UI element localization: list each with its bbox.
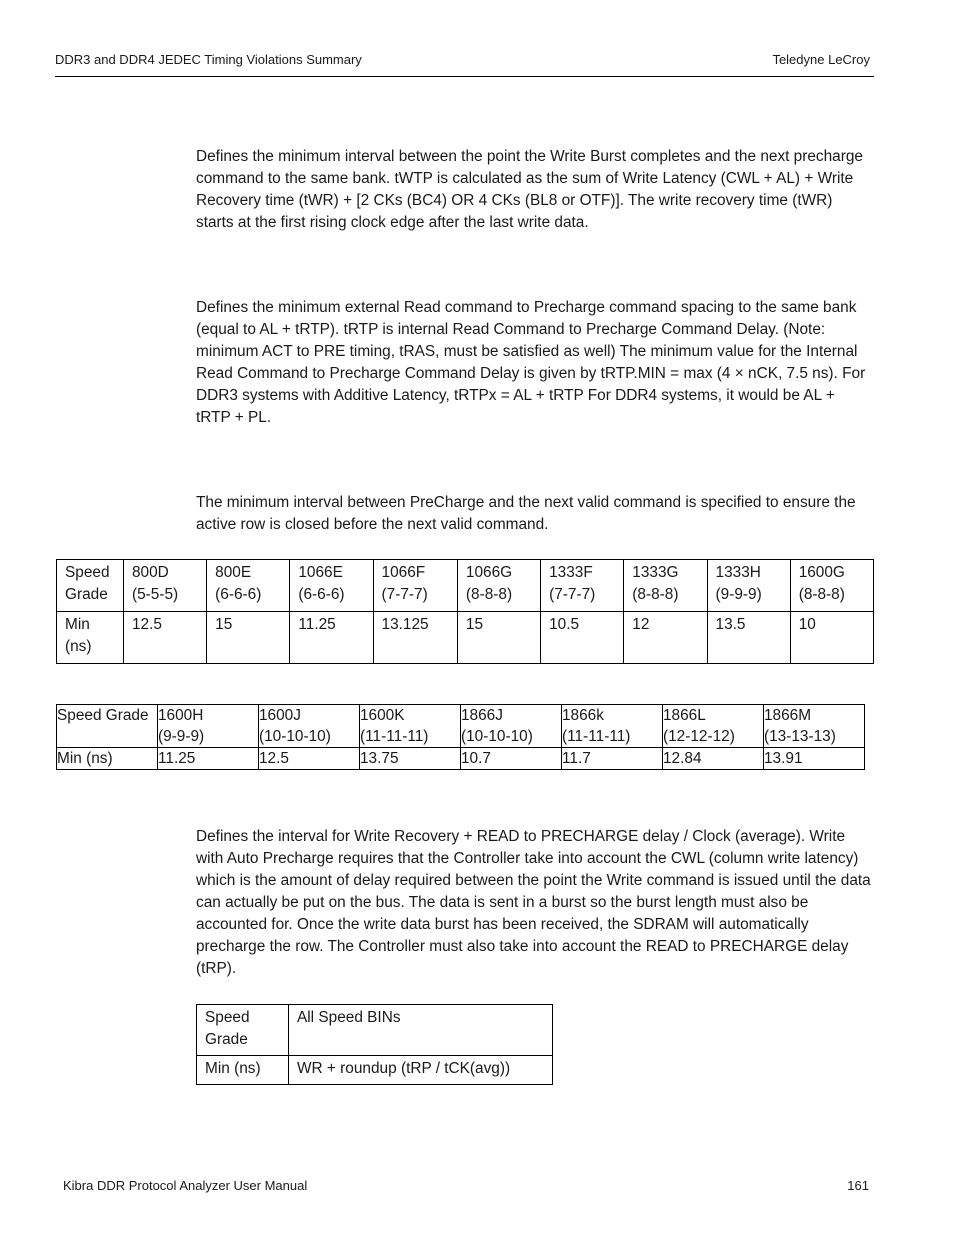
table-cell: WR + roundup (tRP / tCK(avg)) — [289, 1056, 553, 1085]
trp-table-ddr3-part1 — [56, 559, 874, 664]
speed-grade-name: 800E — [215, 564, 252, 581]
header-company: Teledyne LeCroy — [772, 52, 870, 67]
trtp-description: Defines the minimum external Read command to Precharge command spacing to the same bank (equal to AL + tRTP). tRTP is internal Read Command to Precharge Command Delay. (Note: minimum ACT to PRE timing, tRAS, must be satisfied as well) The minimum value for the Internal Read Command to Precharge Command Delay is given by tRTP.MIN = max (4 × nCK, 7.5 ns). For DDR3 systems with Additive Latency, tRTPx = AL + tRTP For DDR4 systems, it would be AL + tRTP + PL. — [196, 299, 866, 426]
table-row — [57, 705, 865, 748]
table-row-label: Speed Grade — [57, 705, 158, 748]
min-ns-value: 11.25 — [290, 612, 373, 664]
speed-grade-name: 1600J — [259, 707, 301, 724]
tdal-description: Defines the interval for Write Recovery + READ to PRECHARGE delay / Clock (average). Write with Auto Precharge requires that the Controller take into account the CWL (column write latency) which is the amount of delay required between the point the Write command is issued until the data can actually be put on the bus. The data is sent in a burst so the burst length must also be accounted for. Once the write data burst has been received, the SDRAM will automatically precharge the row. The Controller must also take into account the READ to PRECHARGE delay (tRP). — [196, 828, 871, 977]
header-divider — [55, 76, 874, 77]
speed-grade-timing: (8-8-8) — [632, 586, 679, 603]
trp-table-ddr3-part2 — [56, 704, 865, 770]
table-cell — [663, 705, 764, 748]
table-cell — [290, 560, 373, 612]
min-ns-value: 15 — [207, 612, 290, 664]
table-cell — [707, 560, 790, 612]
table-cell — [790, 560, 873, 612]
table-cell — [541, 560, 624, 612]
table-row-label: Min (ns) — [197, 1056, 289, 1085]
table-row — [57, 748, 865, 770]
speed-grade-timing: (12-12-12) — [663, 728, 735, 745]
table-cell — [457, 560, 540, 612]
header-title: DDR3 and DDR4 JEDEC Timing Violations Summary — [55, 52, 362, 67]
speed-grade-name: 1866L — [663, 707, 706, 724]
min-ns-value: 11.7 — [562, 748, 663, 770]
min-ns-value: 12.5 — [259, 748, 360, 770]
speed-grade-timing: (10-10-10) — [461, 728, 533, 745]
table-cell — [259, 705, 360, 748]
speed-grade-name: 1333H — [715, 564, 761, 581]
speed-grade-timing: (8-8-8) — [465, 586, 513, 603]
speed-grade-timing: (7-7-7) — [549, 586, 596, 603]
trp-description: The minimum interval between PreCharge and the next valid command is specified to ensure the active row is closed before the next valid command. — [196, 494, 856, 533]
min-ns-value: 13.91 — [764, 748, 865, 770]
speed-grade-name: 1866k — [562, 707, 604, 724]
table-cell — [373, 560, 457, 612]
tdal-table — [196, 1004, 553, 1085]
speed-grade-name: 800D — [132, 564, 169, 581]
table-row-label: Min (ns) — [57, 612, 124, 664]
min-ns-value: 12.5 — [124, 612, 207, 664]
min-ns-value: 13.5 — [707, 612, 790, 664]
speed-grade-name: 1600H — [158, 707, 204, 724]
table-row — [57, 560, 874, 612]
table-row — [57, 612, 874, 664]
speed-grade-timing: (5-5-5) — [132, 586, 179, 603]
table-cell — [360, 705, 461, 748]
min-ns-value: 12 — [624, 612, 707, 664]
speed-grade-timing: (11-11-11) — [562, 728, 631, 745]
table-cell — [158, 705, 259, 748]
footer-manual-title: Kibra DDR Protocol Analyzer User Manual — [63, 1178, 308, 1193]
speed-grade-name: 1600G — [798, 564, 845, 581]
page-number: 161 — [847, 1178, 869, 1193]
speed-grade-timing: (6-6-6) — [215, 586, 262, 603]
table-cell — [207, 560, 290, 612]
speed-grade-name: 1333F — [549, 564, 593, 581]
speed-grade-name: 1066F — [381, 564, 426, 581]
table-row — [197, 1005, 553, 1056]
min-ns-value: 13.75 — [360, 748, 461, 770]
speed-grade-name: 1866J — [461, 707, 503, 724]
speed-grade-timing: (13-13-13) — [764, 728, 836, 745]
table-cell — [461, 705, 562, 748]
table-cell — [124, 560, 207, 612]
speed-grade-name: 1066G — [465, 564, 513, 581]
min-ns-value: 15 — [457, 612, 540, 664]
speed-grade-name: 1333G — [632, 564, 679, 581]
table-row-label: Min (ns) — [57, 748, 158, 770]
min-ns-value: 13.125 — [373, 612, 457, 664]
speed-grade-name: 1866M — [764, 707, 812, 724]
speed-grade-name: 1066E — [298, 564, 343, 581]
min-ns-value: 10.7 — [461, 748, 562, 770]
table-cell: All Speed BINs — [289, 1005, 553, 1056]
speed-grade-timing: (10-10-10) — [259, 728, 331, 745]
speed-grade-timing: (7-7-7) — [381, 586, 428, 603]
min-ns-value: 12.84 — [663, 748, 764, 770]
table-row-label: Speed Grade — [57, 560, 124, 612]
twtp-description: Defines the minimum interval between the point the Write Burst completes and the next precharge command to the same bank. tWTP is calculated as the sum of Write Latency (CWL + AL) + Write Recovery time (tWR) + [2 CKs (BC4) OR 4 CKs (BL8 or OTF)]. The write recovery time (tWR) starts at the first rising clock edge after the last write data. — [196, 148, 863, 231]
min-ns-value: 10.5 — [541, 612, 624, 664]
speed-grade-name: 1600K — [360, 707, 405, 724]
speed-grade-timing: (9-9-9) — [158, 728, 205, 745]
table-cell — [764, 705, 865, 748]
speed-grade-timing: (8-8-8) — [798, 586, 845, 603]
table-cell — [562, 705, 663, 748]
table-row-label: Speed Grade — [197, 1005, 289, 1056]
min-ns-value: 11.25 — [158, 748, 259, 770]
speed-grade-timing: (9-9-9) — [715, 586, 762, 603]
speed-grade-timing: (11-11-11) — [360, 728, 429, 745]
table-row — [197, 1056, 553, 1085]
speed-grade-timing: (6-6-6) — [298, 586, 345, 603]
min-ns-value: 10 — [790, 612, 873, 664]
table-cell — [624, 560, 707, 612]
